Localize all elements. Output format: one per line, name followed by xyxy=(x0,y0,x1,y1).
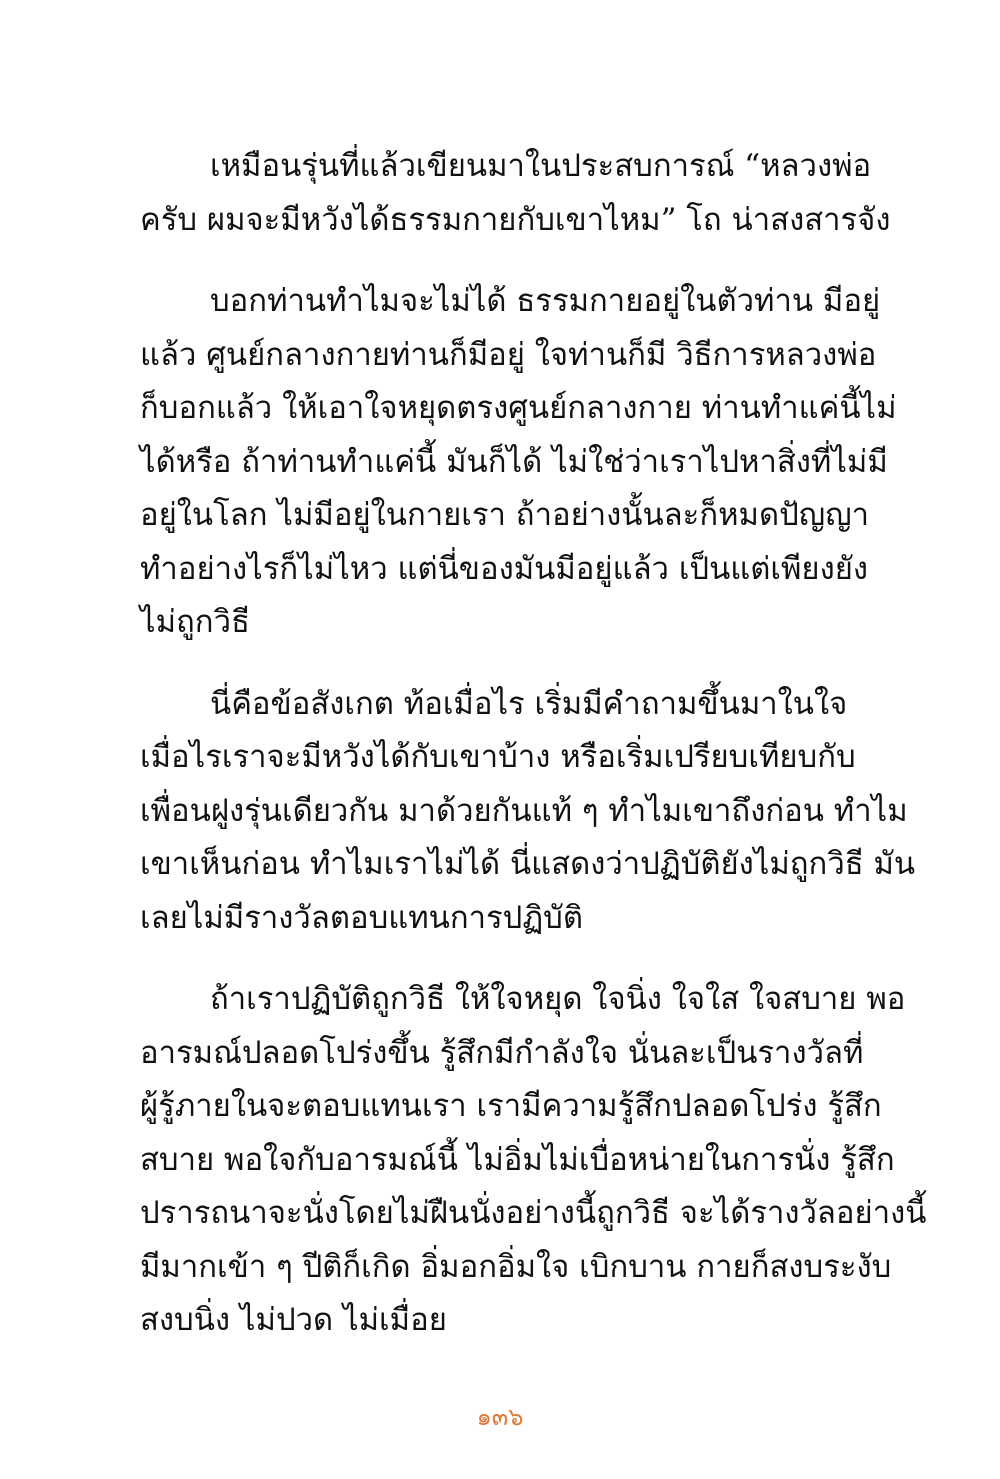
text-line: นี่คือข้อสังเกต ท้อเมื่อไร เริ่มมีคำถามขึ้นมาในใจ xyxy=(210,685,848,722)
paragraph-4 xyxy=(140,973,927,1348)
paragraph-1 xyxy=(140,140,891,247)
text-line: เหมือนรุ่นที่แล้วเขียนมาในประสบการณ์ “หลวงพ่อ xyxy=(210,148,872,184)
text-line: ก็บอกแล้ว ให้เอาใจหยุดตรงศูนย์กลางกาย ท่านทำแค่นี้ไม่ xyxy=(140,390,897,426)
text-line: สบาย พอใจกับอารมณ์นี้ ไม่อิ่มไม่เบื่อหน่ายในการนั่ง รู้สึก xyxy=(140,1141,895,1178)
text-line: อยู่ในโลก ไม่มีอยู่ในกายเรา ถ้าอย่างนั้นละก็หมดปัญญา xyxy=(140,497,870,533)
text-line: เลยไม่มีรางวัลตอบแทนการปฏิบัติ xyxy=(140,899,583,936)
text-line: อารมณ์ปลอดโปร่งขึ้น รู้สึกมีกำลังใจ นั่นละเป็นรางวัลที่ xyxy=(140,1034,864,1071)
text-line: บอกท่านทำไมจะไม่ได้ ธรรมกายอยู่ในตัวท่าน มีอยู่ xyxy=(210,283,881,319)
text-line: สงบนิ่ง ไม่ปวด ไม่เมื่อย xyxy=(140,1302,447,1338)
text-line: มีมากเข้า ๆ ปีติก็เกิด อิ่มอกอิ่มใจ เบิกบาน กายก็สงบระงับ xyxy=(140,1248,892,1285)
page-number: ๑๓๖ xyxy=(476,1403,524,1431)
paragraph-3 xyxy=(140,678,916,946)
text-line: ปรารถนาจะนั่งโดยไม่ฝืนนั่งอย่างนี้ถูกวิธี จะได้รางวัลอย่างนี้ xyxy=(140,1195,927,1231)
text-line: ถ้าเราปฏิบัติถูกวิธี ให้ใจหยุด ใจนิ่ง ใจใส ใจสบาย พอ xyxy=(210,981,906,1017)
text-line: ทำอย่างไรก็ไม่ไหว แต่นี่ของมันมีอยู่แล้ว เป็นแต่เพียงยัง xyxy=(140,550,869,587)
text-line: เขาเห็นก่อน ทำไมเราไม่ได้ นี่แสดงว่าปฏิบัติยังไม่ถูกวิธี มัน xyxy=(140,846,916,882)
text-line: เมื่อไรเราจะมีหวังได้กับเขาบ้าง หรือเริ่มเปรียบเทียบกับ xyxy=(140,739,856,775)
text-line: ไม่ถูกวิธี xyxy=(140,604,250,640)
text-line: ได้หรือ ถ้าท่านทำแค่นี้ มันก็ได้ ไม่ใช่ว่าเราไปหาสิ่งที่ไม่มี xyxy=(140,443,888,480)
text-line: เพื่อนฝูงรุ่นเดียวกัน มาด้วยกันแท้ ๆ ทำไมเขาถึงก่อน ทำไม xyxy=(140,792,908,829)
page-body xyxy=(140,140,927,1376)
paragraph-2 xyxy=(140,275,897,650)
text-line: แล้ว ศูนย์กลางกายท่านก็มีอยู่ ใจท่านก็มี วิธีการหลวงพ่อ xyxy=(140,336,877,373)
text-line: ผู้รู้ภายในจะตอบแทนเรา เรามีความรู้สึกปลอดโปร่ง รู้สึก xyxy=(140,1088,882,1124)
text-line: ครับ ผมจะมีหวังได้ธรรมกายกับเขาไหม” โถ น่าสงสารจัง xyxy=(140,201,891,238)
